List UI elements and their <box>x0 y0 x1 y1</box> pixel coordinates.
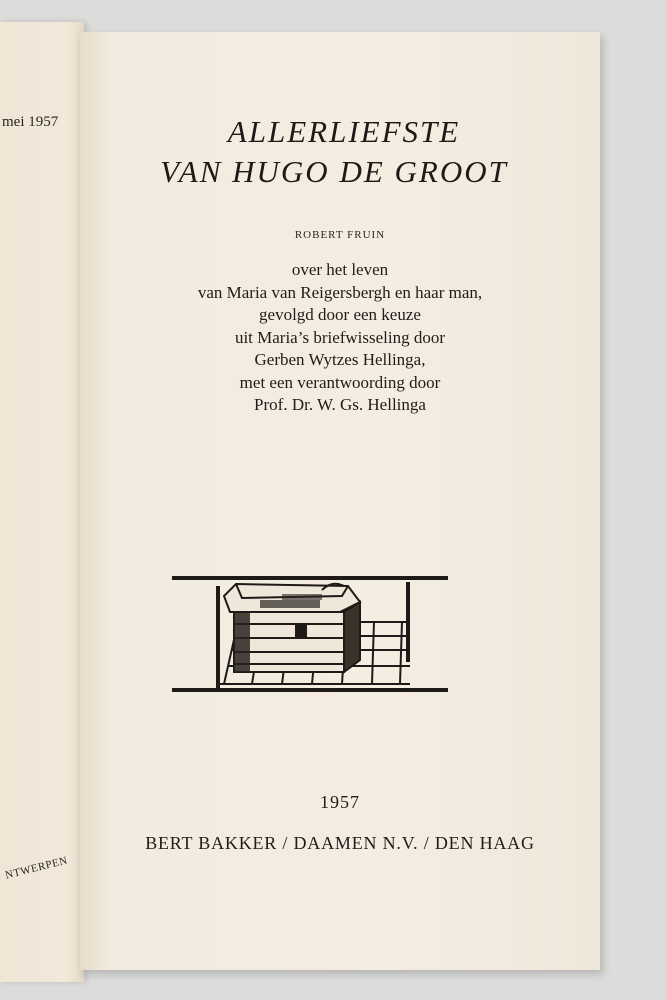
subtitle-line: met een verantwoording door <box>239 372 441 392</box>
subtitle-block <box>80 259 600 417</box>
subtitle-line: Prof. Dr. W. Gs. Hellinga <box>254 395 426 414</box>
publication-year: 1957 <box>320 792 360 812</box>
book-title-line-1: ALLERLIEFSTE <box>227 114 461 149</box>
book-title-line-2: VAN HUGO DE GROOT <box>160 154 508 189</box>
subtitle-line: gevolgd door een keuze <box>259 305 421 324</box>
left-facing-page <box>0 22 84 982</box>
publisher-line: BERT BAKKER / DAAMEN N.V. / DEN HAAG <box>145 833 535 853</box>
subtitle-line: over het leven <box>291 260 389 279</box>
author-name: ROBERT FRUIN <box>294 229 386 241</box>
left-page-date: mei 1957 <box>2 114 59 130</box>
subtitle-line: uit Maria’s briefwisseling door <box>234 327 446 347</box>
subtitle-line: van Maria van Reigersbergh en haar man, <box>197 282 483 302</box>
subtitle-line: Gerben Wytzes Hellinga, <box>254 350 426 369</box>
book-chest-woodcut-icon <box>172 572 448 696</box>
title-page <box>80 32 600 970</box>
left-page-place: NTWERPEN <box>4 854 69 882</box>
